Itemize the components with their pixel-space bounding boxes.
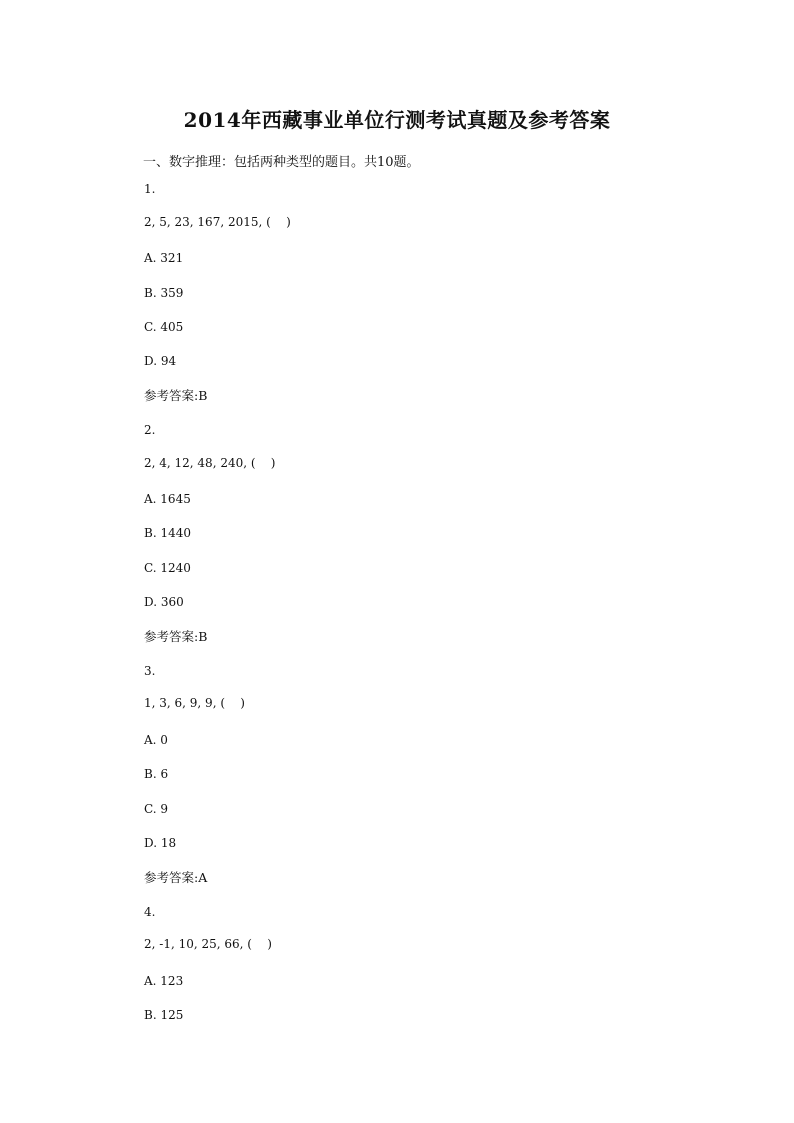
option-b: B. 125 bbox=[144, 1008, 184, 1022]
option-c: C. 405 bbox=[144, 320, 184, 334]
option-d: D. 360 bbox=[144, 595, 184, 609]
option-d: D. 94 bbox=[144, 354, 177, 368]
question-stem: 1, 3, 6, 9, 9, ( ) bbox=[144, 696, 245, 710]
section-heading: 一、数字推理：包括两种类型的题目。共10题。 bbox=[143, 155, 420, 170]
option-c: C. 1240 bbox=[144, 561, 191, 575]
option-d: D. 18 bbox=[144, 836, 177, 850]
option-a: A. 1645 bbox=[144, 492, 191, 506]
answer-key: 参考答案:B bbox=[144, 629, 208, 644]
option-a: A. 0 bbox=[144, 733, 168, 747]
option-a: A. 321 bbox=[144, 251, 184, 265]
option-c: C. 9 bbox=[144, 802, 169, 816]
answer-key: 参考答案:A bbox=[144, 870, 208, 885]
answer-key: 参考答案:B bbox=[144, 388, 208, 403]
option-b: B. 359 bbox=[144, 286, 184, 300]
option-b: B. 1440 bbox=[144, 526, 191, 540]
question-number: 1. bbox=[144, 182, 156, 196]
question-number: 4. bbox=[144, 905, 156, 919]
option-b: B. 6 bbox=[144, 767, 169, 781]
question-stem: 2, 4, 12, 48, 240, ( ) bbox=[144, 456, 276, 470]
question-stem: 2, 5, 23, 167, 2015, ( ) bbox=[144, 215, 291, 229]
question-number: 3. bbox=[144, 664, 156, 678]
document-title: 2014年西藏事业单位行测考试真题及参考答案 bbox=[183, 108, 611, 132]
option-a: A. 123 bbox=[144, 974, 184, 988]
question-number: 2. bbox=[144, 423, 156, 437]
question-stem: 2, -1, 10, 25, 66, ( ) bbox=[144, 937, 272, 951]
